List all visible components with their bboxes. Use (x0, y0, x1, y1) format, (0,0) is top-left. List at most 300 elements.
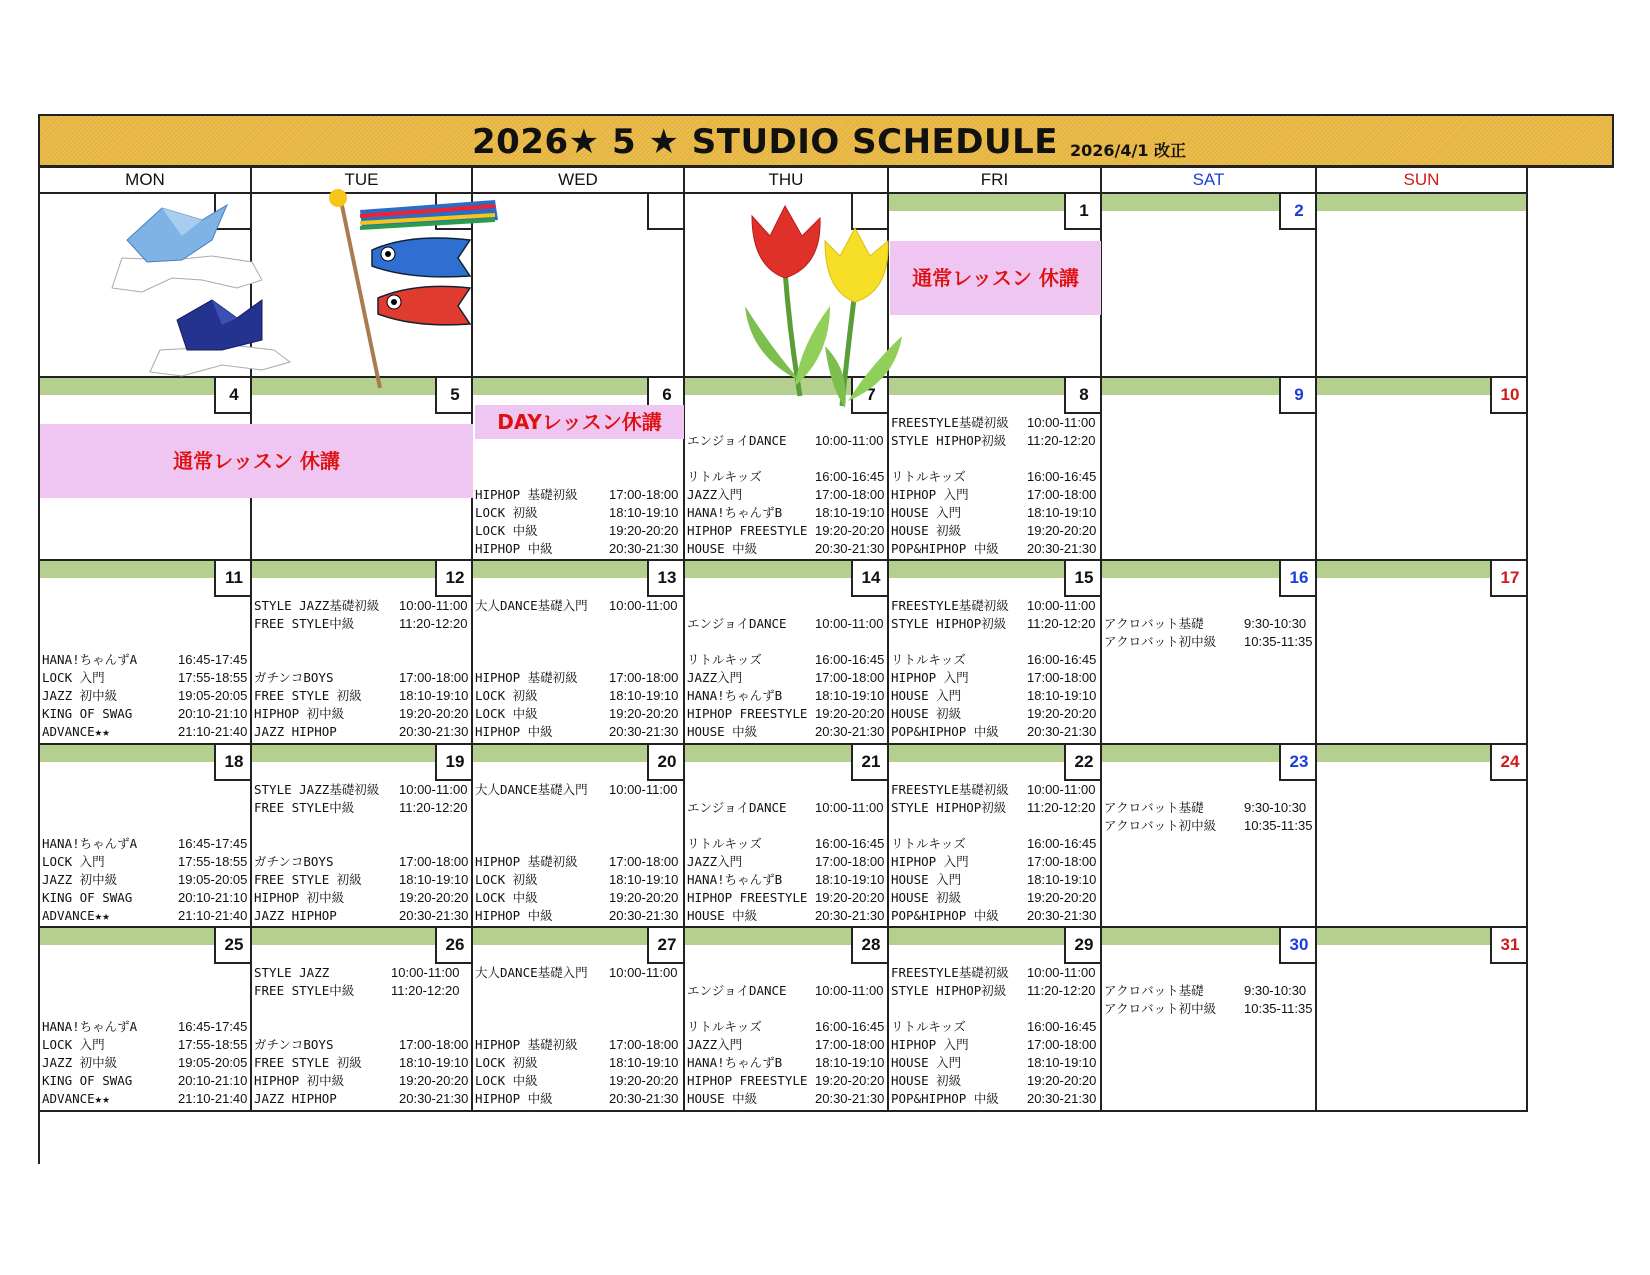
lesson-time: 20:10-21:10 (178, 1073, 248, 1088)
lesson-name: HOUSE 初級 (891, 706, 962, 721)
lesson-entry (254, 853, 469, 871)
lesson-name: HANA!ちゃんずB (687, 688, 783, 703)
lesson-name: リトルキッズ (891, 652, 966, 667)
lesson-name: STYLE JAZZ (254, 965, 330, 980)
day-cell (252, 745, 473, 928)
lesson-entry (254, 1036, 469, 1054)
lesson-name: LOCK 中級 (475, 890, 538, 905)
lesson-time: 16:00-16:45 (815, 836, 885, 851)
kabuto-helmet-icon (102, 200, 292, 380)
day-header-wed: WED (473, 168, 685, 194)
lesson-entry (687, 907, 885, 925)
lesson-time: 19:20-20:20 (815, 890, 885, 905)
lesson-name: HANA!ちゃんずA (42, 652, 138, 667)
lesson-time: 19:20-20:20 (815, 706, 885, 721)
lesson-name: FREESTYLE基礎初級 (891, 782, 1009, 797)
lesson-time: 19:20-20:20 (399, 706, 469, 721)
lesson-name: リトルキッズ (687, 652, 762, 667)
lesson-name: HIPHOP FREESTYLE (687, 1073, 808, 1088)
koinobori-icon (320, 188, 520, 388)
lesson-time: 11:20-12:20 (1027, 616, 1096, 631)
lesson-time: 18:10-19:10 (1027, 688, 1097, 703)
lesson-name: HOUSE 入門 (891, 688, 962, 703)
lesson-name: ADVANCE★★ (42, 724, 110, 739)
lesson-name: FREE STYLE 初級 (254, 688, 362, 703)
lesson-entry (687, 799, 884, 817)
lesson-time: 20:30-21:30 (1027, 1091, 1097, 1106)
day-header-mon: MON (40, 168, 252, 194)
lesson-name: FREE STYLE中級 (254, 800, 355, 815)
day-cell (473, 745, 685, 928)
lesson-entry (1104, 799, 1307, 817)
lesson-time: 17:00-18:00 (1027, 487, 1097, 502)
lesson-time: 10:00-11:00 (609, 782, 678, 797)
lesson-entry (42, 889, 248, 907)
lesson-entry (475, 1036, 679, 1054)
lesson-entry (1104, 817, 1313, 835)
title-banner (38, 114, 1614, 167)
lesson-entry (42, 687, 248, 705)
lesson-time: 19:05-20:05 (178, 688, 248, 703)
lesson-name: POP&HIPHOP 中級 (891, 541, 999, 556)
lesson-entry (687, 871, 885, 889)
lesson-entry (42, 723, 248, 741)
lesson-entry (891, 835, 1097, 853)
lesson-name: STYLE JAZZ基礎初級 (254, 782, 380, 797)
lesson-name: FREE STYLE 初級 (254, 1055, 362, 1070)
lesson-entry (687, 1018, 885, 1036)
lesson-entry (891, 853, 1097, 871)
lesson-name: JAZZ 初中級 (42, 688, 118, 703)
lesson-entry (254, 907, 469, 925)
lesson-name: FREESTYLE基礎初級 (891, 598, 1009, 613)
date-number: 23 (1279, 745, 1317, 781)
lesson-name: KING OF SWAG (42, 890, 133, 905)
lesson-time: 16:00-16:45 (1027, 652, 1097, 667)
lesson-name: HOUSE 初級 (891, 890, 962, 905)
day-cell (1102, 561, 1317, 745)
lesson-entry (891, 486, 1097, 504)
lesson-time: 17:00-18:00 (399, 1037, 469, 1052)
lesson-time: 18:10-19:10 (815, 505, 885, 520)
lesson-time: 11:20-12:20 (1027, 433, 1096, 448)
lesson-name: HIPHOP FREESTYLE (687, 523, 808, 538)
day-cell (252, 561, 473, 745)
lesson-name: FREE STYLE中級 (254, 983, 355, 998)
lesson-name: STYLE HIPHOP初級 (891, 616, 1007, 631)
lesson-entry (42, 705, 248, 723)
lesson-time: 18:10-19:10 (815, 688, 885, 703)
day-cell (685, 561, 889, 745)
lesson-entry (475, 1054, 679, 1072)
lesson-entry (891, 468, 1097, 486)
lesson-entry (891, 540, 1097, 558)
lesson-time: 21:10-21:40 (178, 908, 248, 923)
lesson-time: 18:10-19:10 (399, 872, 469, 887)
date-number: 21 (851, 745, 889, 781)
lesson-name: エンジョイDANCE (687, 983, 787, 998)
lesson-name: LOCK 入門 (42, 670, 105, 685)
lesson-entry (687, 486, 885, 504)
lesson-name: LOCK 初級 (475, 688, 538, 703)
lesson-name: FREESTYLE基礎初級 (891, 965, 1009, 980)
lesson-time: 17:00-18:00 (399, 670, 469, 685)
lesson-time: 19:20-20:20 (609, 706, 679, 721)
lesson-name: ADVANCE★★ (42, 908, 110, 923)
lesson-time: 17:55-18:55 (178, 854, 248, 869)
lesson-entry (42, 907, 248, 925)
lesson-time: 16:00-16:45 (1027, 1019, 1097, 1034)
lesson-time: 9:30-10:30 (1244, 800, 1307, 815)
lesson-time: 20:30-21:30 (399, 724, 469, 739)
lesson-entry (891, 1072, 1097, 1090)
date-number: 19 (435, 745, 473, 781)
lesson-entry (891, 982, 1096, 1000)
lesson-time: 9:30-10:30 (1244, 983, 1307, 998)
lesson-name: STYLE HIPHOP初級 (891, 800, 1007, 815)
lesson-entry (891, 615, 1096, 633)
date-number: 13 (647, 561, 685, 597)
lesson-entry (254, 871, 469, 889)
lesson-time: 17:00-18:00 (815, 670, 885, 685)
lesson-entry (254, 781, 468, 799)
lesson-name: LOCK 中級 (475, 523, 538, 538)
lesson-time: 17:00-18:00 (815, 1037, 885, 1052)
lesson-entry (891, 414, 1096, 432)
lesson-entry (254, 799, 468, 817)
lesson-name: STYLE HIPHOP初級 (891, 433, 1007, 448)
lesson-entry (254, 1090, 469, 1108)
date-number: 20 (647, 745, 685, 781)
lesson-time: 17:00-18:00 (1027, 1037, 1097, 1052)
lesson-time: 17:00-18:00 (609, 854, 679, 869)
lesson-entry (687, 669, 885, 687)
lesson-entry (42, 669, 248, 687)
day-cell (889, 561, 1102, 745)
date-number (647, 194, 685, 230)
lesson-time: 19:05-20:05 (178, 872, 248, 887)
lesson-time: 10:35-11:35 (1244, 634, 1313, 649)
lesson-name: KING OF SWAG (42, 1073, 133, 1088)
lesson-entry (891, 1054, 1097, 1072)
lesson-entry (687, 540, 885, 558)
date-number: 2 (1279, 194, 1317, 230)
date-number: 28 (851, 928, 889, 964)
date-number: 24 (1490, 745, 1528, 781)
lesson-time: 19:20-20:20 (1027, 890, 1097, 905)
lesson-name: FREE STYLE中級 (254, 616, 355, 631)
date-number: 10 (1490, 378, 1528, 414)
lesson-name: LOCK 入門 (42, 1037, 105, 1052)
lesson-name: リトルキッズ (687, 469, 762, 484)
lesson-name: HIPHOP 基礎初級 (475, 854, 578, 869)
lesson-time: 10:00-11:00 (815, 616, 884, 631)
lesson-name: JAZZ HIPHOP (254, 1091, 337, 1106)
lesson-time: 16:00-16:45 (1027, 836, 1097, 851)
lesson-entry (475, 723, 679, 741)
lesson-entry (475, 1090, 679, 1108)
lesson-name: HOUSE 入門 (891, 1055, 962, 1070)
lesson-name: JAZZ入門 (687, 854, 743, 869)
lesson-time: 18:10-19:10 (1027, 872, 1097, 887)
schedule-sheet (38, 114, 1614, 1164)
lesson-entry (891, 651, 1097, 669)
lesson-entry (42, 1072, 248, 1090)
lesson-time: 19:20-20:20 (399, 1073, 469, 1088)
day-cell (1102, 745, 1317, 928)
lesson-entry (254, 615, 468, 633)
lesson-time: 10:35-11:35 (1244, 1001, 1313, 1016)
lesson-entry (42, 1090, 248, 1108)
lesson-entry (42, 1054, 248, 1072)
lesson-time: 16:00-16:45 (815, 469, 885, 484)
lesson-time: 10:00-11:00 (609, 598, 678, 613)
lesson-name: 大人DANCE基礎入門 (475, 598, 588, 613)
lesson-name: リトルキッズ (891, 469, 966, 484)
lesson-entry (891, 705, 1097, 723)
lesson-time: 20:30-21:30 (1027, 541, 1097, 556)
notice-day-lesson-closed: DAYレッスン休講 (475, 405, 684, 439)
lesson-entry (475, 853, 679, 871)
lesson-name: アクロバット初中級 (1104, 634, 1217, 649)
lesson-time: 17:00-18:00 (609, 487, 679, 502)
lesson-name: ADVANCE★★ (42, 1091, 110, 1106)
lesson-entry (42, 871, 248, 889)
lesson-time: 17:55-18:55 (178, 1037, 248, 1052)
day-cell (685, 745, 889, 928)
date-number: 18 (214, 745, 252, 781)
lesson-time: 18:10-19:10 (399, 1055, 469, 1070)
day-cell (1102, 194, 1317, 378)
date-number: 14 (851, 561, 889, 597)
lesson-entry (475, 486, 679, 504)
lesson-entry (687, 1072, 885, 1090)
lesson-entry (42, 1018, 248, 1036)
date-number: 7 (851, 378, 889, 414)
day-cell (1317, 928, 1528, 1112)
lesson-entry (687, 687, 885, 705)
lesson-time: 17:00-18:00 (609, 1037, 679, 1052)
lesson-name: LOCK 初級 (475, 872, 538, 887)
lesson-name: HANA!ちゃんずA (42, 1019, 138, 1034)
date-number: 25 (214, 928, 252, 964)
lesson-entry (1104, 633, 1313, 651)
notice-closed-mon-tue: 通常レッスン 休講 (40, 424, 473, 498)
day-cell (1317, 194, 1528, 378)
lesson-entry (687, 835, 885, 853)
lesson-entry (42, 651, 248, 669)
lesson-name: エンジョイDANCE (687, 433, 787, 448)
lesson-name: HIPHOP FREESTYLE (687, 706, 808, 721)
lesson-entry (687, 853, 885, 871)
lesson-name: HIPHOP 中級 (475, 1091, 553, 1106)
day-header-tue: TUE (252, 168, 473, 194)
lesson-entry (687, 705, 885, 723)
lesson-name: ガチンコBOYS (254, 1037, 334, 1052)
lesson-time: 16:00-16:45 (815, 1019, 885, 1034)
date-number: 27 (647, 928, 685, 964)
lesson-time: 10:00-11:00 (399, 598, 468, 613)
lesson-time: 10:00-11:00 (391, 965, 460, 980)
lesson-name: POP&HIPHOP 中級 (891, 1091, 999, 1106)
lesson-entry (475, 781, 678, 799)
lesson-name: FREESTYLE基礎初級 (891, 415, 1009, 430)
lesson-name: リトルキッズ (687, 1019, 762, 1034)
lesson-entry (891, 597, 1096, 615)
lesson-name: HIPHOP 基礎初級 (475, 1037, 578, 1052)
lesson-time: 10:00-11:00 (1027, 782, 1096, 797)
lesson-entry (475, 522, 679, 540)
lesson-name: HIPHOP 基礎初級 (475, 670, 578, 685)
lesson-time: 21:10-21:40 (178, 724, 248, 739)
lesson-name: アクロバット基礎 (1104, 983, 1204, 998)
lesson-entry (254, 964, 463, 982)
lesson-entry (42, 1036, 248, 1054)
lesson-entry (687, 1054, 885, 1072)
lesson-name: JAZZ 初中級 (42, 872, 118, 887)
lesson-name: POP&HIPHOP 中級 (891, 908, 999, 923)
lesson-name: HOUSE 初級 (891, 523, 962, 538)
day-cell (40, 745, 252, 928)
lesson-entry (475, 889, 679, 907)
lesson-name: アクロバット初中級 (1104, 818, 1217, 833)
lesson-name: STYLE JAZZ基礎初級 (254, 598, 380, 613)
lesson-entry (254, 982, 463, 1000)
lesson-time: 20:30-21:30 (815, 908, 885, 923)
lesson-time: 20:30-21:30 (399, 908, 469, 923)
lesson-name: エンジョイDANCE (687, 616, 787, 631)
lesson-time: 17:00-18:00 (399, 854, 469, 869)
lesson-time: 20:10-21:10 (178, 890, 248, 905)
lesson-entry (891, 907, 1097, 925)
lesson-entry (687, 504, 885, 522)
lesson-time: 11:20-12:20 (391, 983, 460, 998)
lesson-name: JAZZ入門 (687, 487, 743, 502)
lesson-entry (687, 522, 885, 540)
lesson-time: 20:10-21:10 (178, 706, 248, 721)
lesson-entry (254, 1072, 469, 1090)
lesson-entry (254, 705, 469, 723)
day-cell (40, 928, 252, 1112)
lesson-name: エンジョイDANCE (687, 800, 787, 815)
date-number: 31 (1490, 928, 1528, 964)
lesson-time: 16:45-17:45 (178, 836, 248, 851)
lesson-entry (891, 504, 1097, 522)
lesson-name: HIPHOP 基礎初級 (475, 487, 578, 502)
lesson-name: アクロバット初中級 (1104, 1001, 1217, 1016)
lesson-time: 21:10-21:40 (178, 1091, 248, 1106)
lesson-time: 19:05-20:05 (178, 1055, 248, 1070)
lesson-time: 16:45-17:45 (178, 652, 248, 667)
lesson-time: 10:00-11:00 (609, 965, 678, 980)
lesson-name: KING OF SWAG (42, 706, 133, 721)
day-cell (1317, 561, 1528, 745)
date-number: 12 (435, 561, 473, 597)
lesson-entry (891, 871, 1097, 889)
lesson-name: HIPHOP 入門 (891, 487, 969, 502)
lesson-entry (475, 907, 679, 925)
day-cell (889, 928, 1102, 1112)
day-cell (1102, 928, 1317, 1112)
date-number: 15 (1064, 561, 1102, 597)
lesson-entry (687, 723, 885, 741)
lesson-entry (1104, 982, 1307, 1000)
lesson-time: 20:30-21:30 (1027, 724, 1097, 739)
lesson-name: FREE STYLE 初級 (254, 872, 362, 887)
lesson-time: 20:30-21:30 (815, 1091, 885, 1106)
date-number: 17 (1490, 561, 1528, 597)
lesson-time: 18:10-19:10 (815, 872, 885, 887)
lesson-name: HOUSE 初級 (891, 1073, 962, 1088)
lesson-time: 18:10-19:10 (1027, 505, 1097, 520)
date-number: 16 (1279, 561, 1317, 597)
lesson-time: 19:20-20:20 (1027, 1073, 1097, 1088)
date-number: 5 (435, 378, 473, 414)
lesson-time: 10:00-11:00 (399, 782, 468, 797)
lesson-time: 20:30-21:30 (1027, 908, 1097, 923)
lesson-entry (475, 669, 679, 687)
lesson-time: 19:20-20:20 (815, 1073, 885, 1088)
lesson-entry (891, 522, 1097, 540)
lesson-name: リトルキッズ (891, 1019, 966, 1034)
lesson-time: 11:20-12:20 (1027, 983, 1096, 998)
lesson-name: HOUSE 中級 (687, 908, 758, 923)
lesson-time: 19:20-20:20 (609, 1073, 679, 1088)
date-number: 9 (1279, 378, 1317, 414)
lesson-time: 18:10-19:10 (399, 688, 469, 703)
lesson-name: ガチンコBOYS (254, 670, 334, 685)
lesson-time: 11:20-12:20 (399, 800, 468, 815)
lesson-entry (254, 723, 469, 741)
lesson-time: 18:10-19:10 (1027, 1055, 1097, 1070)
lesson-entry (891, 669, 1097, 687)
lesson-time: 18:10-19:10 (609, 872, 679, 887)
lesson-entry (1104, 615, 1307, 633)
date-number: 11 (214, 561, 252, 597)
lesson-entry (891, 1036, 1097, 1054)
lesson-time: 10:00-11:00 (1027, 598, 1096, 613)
lesson-name: HANA!ちゃんずB (687, 505, 783, 520)
calendar-grid (38, 167, 1614, 1164)
lesson-name: HOUSE 中級 (687, 1091, 758, 1106)
lesson-time: 16:00-16:45 (1027, 469, 1097, 484)
lesson-name: JAZZ HIPHOP (254, 724, 337, 739)
lesson-entry (254, 597, 468, 615)
lesson-entry (687, 982, 884, 1000)
lesson-time: 17:00-18:00 (815, 854, 885, 869)
lesson-entry (475, 1072, 679, 1090)
lesson-time: 19:20-20:20 (609, 890, 679, 905)
lesson-time: 20:30-21:30 (609, 724, 679, 739)
day-header-sun: SUN (1317, 168, 1528, 194)
lesson-name: アクロバット基礎 (1104, 800, 1204, 815)
lesson-time: 11:20-12:20 (1027, 800, 1096, 815)
lesson-entry (891, 964, 1096, 982)
lesson-entry (475, 964, 678, 982)
lesson-name: HANA!ちゃんずB (687, 872, 783, 887)
lesson-name: HOUSE 入門 (891, 505, 962, 520)
day-cell (252, 928, 473, 1112)
lesson-time: 17:55-18:55 (178, 670, 248, 685)
lesson-time: 10:00-11:00 (1027, 965, 1096, 980)
lesson-name: STYLE HIPHOP初級 (891, 983, 1007, 998)
lesson-time: 20:30-21:30 (815, 541, 885, 556)
lesson-name: リトルキッズ (687, 836, 762, 851)
lesson-entry (254, 687, 469, 705)
lesson-name: HIPHOP 中級 (475, 908, 553, 923)
lesson-time: 19:20-20:20 (815, 523, 885, 538)
lesson-name: LOCK 入門 (42, 854, 105, 869)
